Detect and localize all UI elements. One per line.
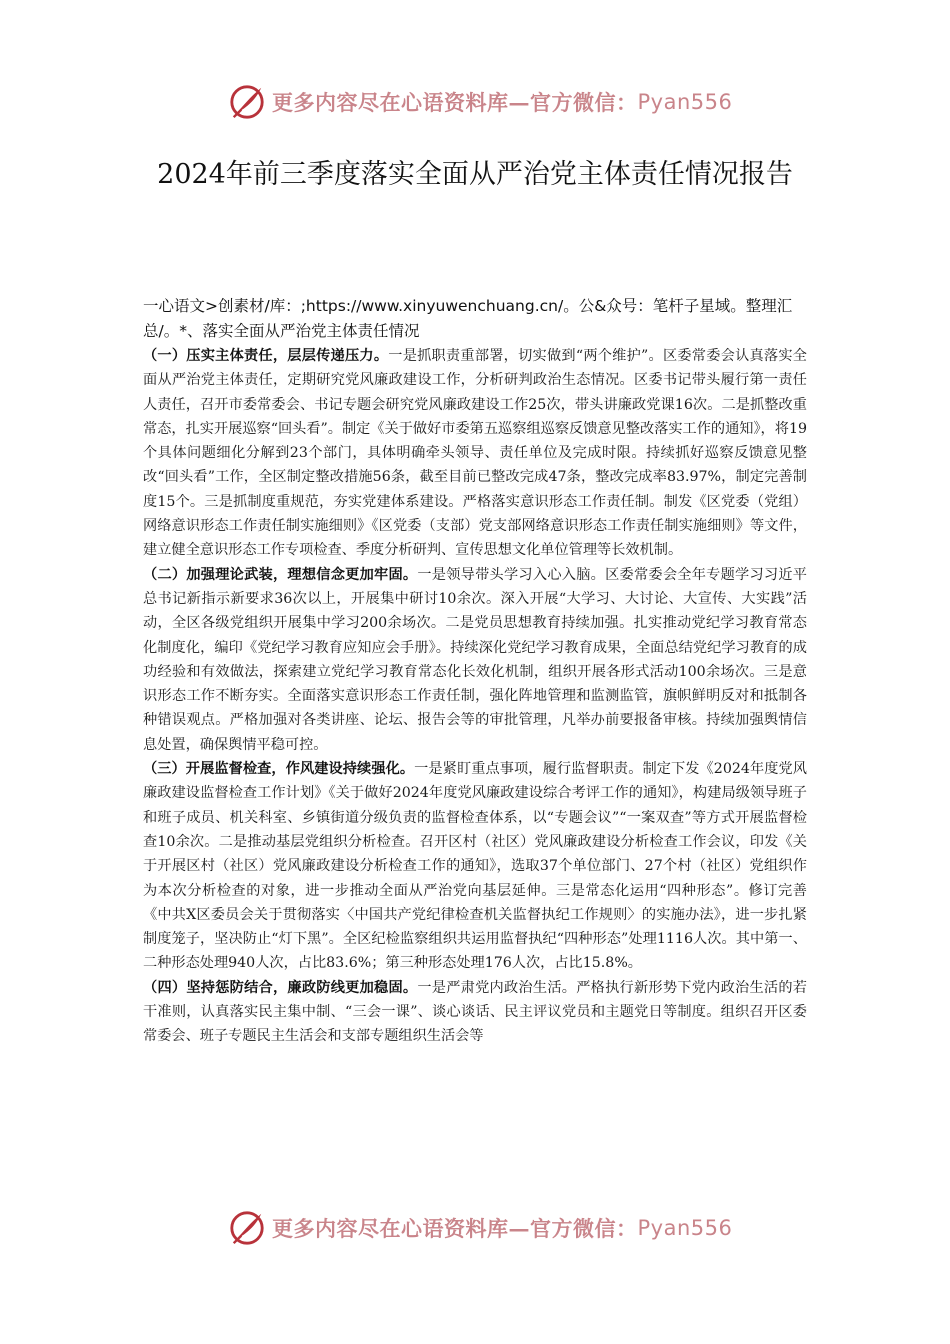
banner-wechat-id: Pyan556 [637,1216,733,1240]
header-banner[interactable] [228,82,732,122]
document-title: 2024年前三季度落实全面从严治党主体责任情况报告 [157,159,793,190]
paragraph-heading: （二）加强理论武装，理想信念更加牢固。 [143,566,418,583]
banner-text: 更多内容尽在心语资料库—官方微信： [272,1216,638,1241]
paragraph [143,344,807,563]
paragraph-heading: （四）坚持惩防结合，廉政防线更加稳固。 [143,979,418,996]
quill-logo-icon [228,1209,266,1247]
paragraph-text: 一是抓职责重部署，切实做到“两个维护”。区委常委会认真落实全面从严治党主体责任，定期研究党风廉政建设工作，分析研判政治生态情况。区委书记带头履行第一责任人责任，召开市委常委会、书记专题会研究党风廉政建设工作25次，带头讲廉政党课16次。二是抓整改重常态，扎实开展巡察“回头看”。制定《关于做好市委第五巡察组巡察反馈意见整改落实工作的通知》，将19个具体问题细化分解到23个部门，具体明确牵头领导、责任单位及完成时限。持续抓好巡察反馈意见整改“回头看”工作，全区制定整改措施56条，截至目前已整改完成47条，整改完成率83.97%，制定完善制度15个。三是抓制度重规范，夯实党建体系建设。严格落实意识形态工作责任制。制发《区党委（党组）网络意识形态工作责任制实施细则》《区党委（支部）党支部网络意识形态工作责任制实施细则》等文件，建立健全意识形态工作专项检查、季度分析研判、宣传思想文化单位管理等长效机制。 [143,348,807,559]
paragraph-heading: （一）压实主体责任，层层传递压力。 [143,348,389,364]
paragraph-text: 一是严肃党内政治生活。严格执行新形势下党内政治生活的若干准则，认真落实民主集中制、“三会一课”、谈心谈话、民主评议党员和主题党日等制度。组织召开区委常委会、班子专题民主生活会和支部专题组织生活会等 [143,979,807,1045]
paragraph [143,976,807,1049]
paragraph-text: 一是领导带头学习入心入脑。区委常委会全年专题学习习近平总书记新指示新要求36次以上，开展集中研讨10余次。深入开展“大学习、大讨论、大宣传、大实践”活动，全区各级党组织开展集中学习200余场次。二是党员思想教育持续加强。扎实推动党纪学习教育常态化制度化，编印《党纪学习教育应知应会手册》。持续深化党纪学习教育成果，全面总结党纪学习教育的成功经验和有效做法，探索建立党纪学习教育常态化长效化机制，组织开展各形式活动100余场次。三是意识形态工作不断夯实。全面落实意识形态工作责任制，强化阵地管理和监测监管，旗帜鲜明反对和抵制各种错误观点。严格加强对各类讲座、论坛、报告会等的审批管理，凡举办前要报备审核。持续加强舆情信息处置，确保舆情平稳可控。 [143,566,807,753]
paragraph-text: 一是紧盯重点事项，履行监督职责。制定下发《2024年度党风廉政建设监督检查工作计划》《关于做好2024年度党风廉政建设综合考评工作的通知》，构建局级领导班子和班子成员、机关科室、乡镇街道分级负责的监督检查体系，以“专题会议”“一案双查”等方式开展监督检查10余次。二是推动基层党组织分析检查。召开区村（社区）党风廉政建设分析检查工作会议，印发《关于开展区村（社区）党风廉政建设分析检查工作的通知》，选取37个单位部门、27个村（社区）党组织作为本次分析检查的对象，进一步推动全面从严治党向基层延伸。三是常态化运用“四种形态”。修订完善《中共X区委员会关于贯彻落实〈中国共产党纪律检查机关监督执纪工作规则〉的实施办法》，进一步扎紧制度笼子，坚决防止“灯下黑”。全区纪检监察组织共运用监督执纪“四种形态”处理1116人次。其中第一、二种形态处理940人次，占比83.6%；第三种形态处理176人次，占比15.8%。 [143,761,807,972]
banner-wechat-id: Pyan556 [637,90,733,114]
paragraph-heading: （三）开展监督检查，作风建设持续强化。 [143,761,415,778]
quill-logo-icon [228,83,266,121]
footer-banner[interactable] [228,1208,732,1248]
paragraph [143,563,807,757]
source-line: 一心语文>创素材/库：;https://www.xinyuwenchuang.cn/。公&众号：笔杆子星域。整理汇总/。*、落实全面从严治党主体责任情况 [143,297,793,340]
paragraph [143,757,807,976]
banner-text: 更多内容尽在心语资料库—官方微信： [272,90,638,115]
document-body [143,344,807,1049]
